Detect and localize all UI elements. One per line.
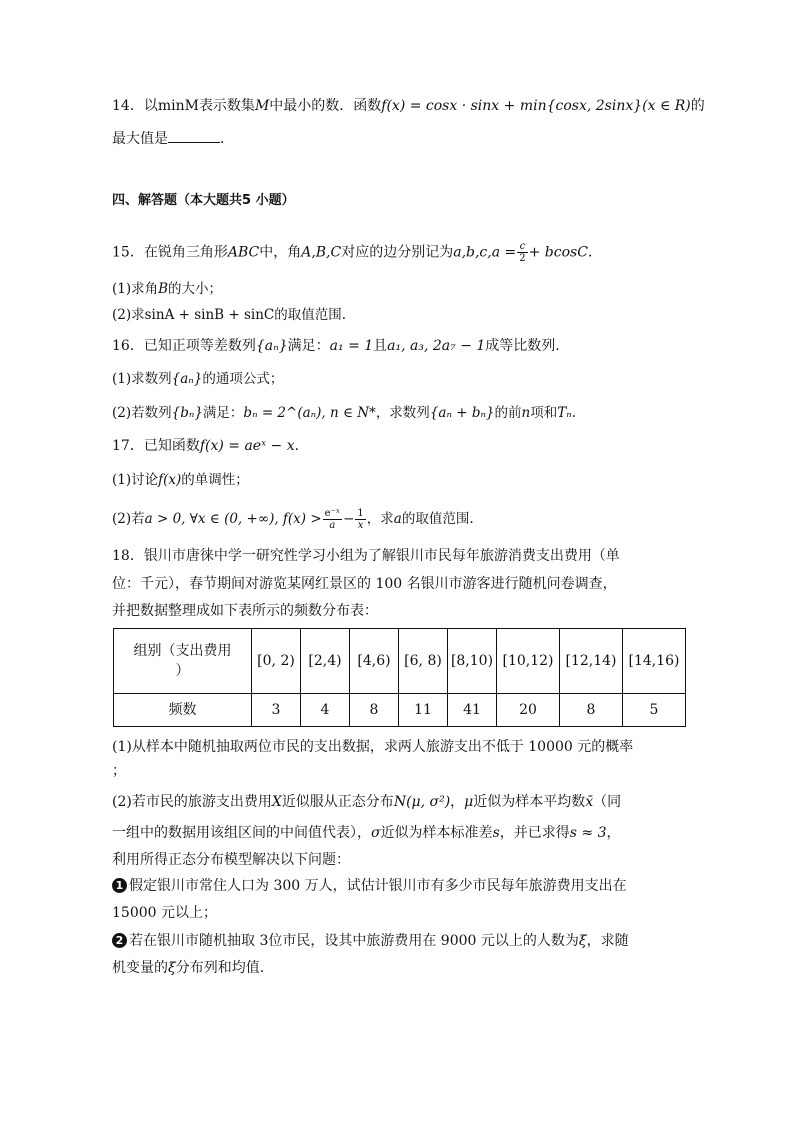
q18-case-1-line-2: 15000 元以上； [112,905,217,921]
q18-line-1: 18．银川市唐徕中学一研究性学习小组为了解银川市民每年旅游消费支出费用（单 [112,548,620,564]
q18-text: ，求随 [586,933,629,949]
q15-expr: sinA + sinB + sinC [144,307,275,323]
table-cell-count: 8 [560,694,623,727]
q15-text: ． [587,244,602,261]
circled-number-icon: 2 [112,933,127,948]
q16-text: 的通项公式； [202,371,284,387]
q17-text: 的取值范围. [401,511,474,527]
q16-cond: bₙ = 2^(aₙ), n ∈ N* [243,405,376,421]
fraction-denominator: x [357,520,364,531]
q17-text: (2)若 [112,511,145,527]
q16-seq: {aₙ} [255,338,288,354]
q16-part-2 [112,403,576,423]
q18-text: （同 [593,794,622,810]
table-cell-group: [4,6) [350,629,399,694]
q15-text: (2)求 [112,307,145,323]
q16-text: ，求数列 [375,405,430,421]
q16-seq: {bₙ} [171,405,203,421]
q14-line-2 [112,128,234,149]
q15-text: 的大小； [168,281,223,297]
q18-part-2-line-3: 利用所得正态分布模型解决以下问题： [112,852,350,868]
fraction-numerator: e⁻ˣ [324,508,341,519]
q16-cond: a₁ = 1 [329,338,374,354]
q14-formula: f(x) = cosx · sinx + min{cosx, 2sinx}(x ∈ R) [381,98,691,114]
table-row-counts [114,694,686,727]
table-cell-count: 3 [252,694,301,727]
q14-text: 以 [143,98,158,114]
q16-text: . [571,405,577,421]
q15-text: 中，角 [259,244,302,261]
q16-text: 满足： [287,338,330,354]
q14-minM: minM [157,98,199,114]
q14-text: ． [220,131,234,147]
q16-text: 且 [373,338,388,354]
q18-text: ， [450,794,465,810]
q18-text: 若在银川市随机抽取 3位市民，设其中旅游费用在 9000 元以上的人数为 [129,933,579,949]
q17-func: f(x) = aeˣ − x [199,438,295,454]
table-row-groups [114,629,686,694]
q18-text: 一组中的数据用该组区间的中间值代表）， [112,825,371,841]
q18-case-1-line-1 [112,876,627,896]
header-label: ） [175,663,190,679]
q18-s-approx: s ≈ 3 [569,825,607,841]
fraction-denominator: 2 [519,253,526,264]
q17-fraction-1 [323,508,342,531]
q17-text: 的单调性； [181,472,249,488]
q17-line-1 [112,436,299,456]
q15-text: 15．在锐角三角形 [112,244,228,261]
table-cell-count: 5 [623,694,686,727]
q18-line-2: 位：千元），春节期间对游览某网红景区的 100 名银川市游客进行随机问卷调查， [112,576,617,592]
table-cell-count: 4 [301,694,350,727]
q16-seq: {aₙ} [171,371,203,387]
table-cell-count: 41 [448,694,497,727]
q16-sum: {aₙ + bₙ} [429,405,495,421]
q14-text: 最大值是 [112,131,168,147]
q14-text: 表示数集 [198,98,255,114]
q17-text: . [294,438,300,454]
q18-text: 近似服从正态分布 [281,794,394,810]
q18-text: ， [606,825,621,841]
q15-text: 对应的边分别记为 [341,244,454,261]
q16-n: n [521,405,531,421]
answer-blank [168,128,220,143]
q18-line-3: 并把数据整理成如下表所示的频数分布表： [112,603,378,619]
table-cell-group: [14,16) [623,629,686,694]
circled-number-icon: 1 [112,878,127,893]
q18-text: 近似为样本标准差 [380,825,493,841]
table-cell-count: 8 [350,694,399,727]
q16-text: 成等比数列. [485,338,560,354]
frequency-table [113,628,686,727]
q18-part-1-line-2: ； [112,763,126,779]
q18-case-2-line-1 [112,931,629,951]
q15-tail: + bcosC [528,244,588,261]
q18-normal: N(μ, σ²) [393,794,451,810]
q17-a: a [393,511,402,527]
q16-line-1 [112,336,560,356]
q18-part-2-line-1 [112,792,621,812]
q14-line-1 [112,96,705,116]
q18-text: 假定银川市常住人口为 300 万人，试估计银川市有多少市民每年旅游费用支出在 [129,878,627,894]
table-cell-group: [0, 2) [252,629,301,694]
q16-text: 16．已知正项等差数列 [112,338,256,354]
q18-xi: ξ [578,933,587,949]
q18-case-2-line-2 [112,958,264,978]
q17-fraction-2 [355,508,365,531]
q16-geo: a₁, a₃, 2a₇ − 1 [387,338,486,354]
fraction-numerator: 1 [357,508,364,519]
q18-text: 近似为样本平均数 [473,794,586,810]
q17-text: ，求 [366,511,394,527]
q16-text: 满足： [202,405,244,421]
q18-text: (2)若市民的旅游支出费用 [112,794,272,810]
q15-line-1 [112,241,602,264]
q15-text: (1)求角 [112,281,159,297]
q16-text: 项和 [530,405,558,421]
q17-minus: − [343,511,355,527]
q15-text: 的取值范围. [274,307,347,323]
q15-part-1 [112,279,222,299]
table-cell-count: 11 [399,694,448,727]
q15-fraction [517,241,527,264]
q17-text: 17．已知函数 [112,438,200,454]
q16-part-1 [112,369,283,389]
q17-f: f(x) [158,472,182,488]
table-header-cell: 频数 [114,694,252,727]
q18-part-2-line-2 [112,823,620,843]
q16-text: (2)若数列 [112,405,172,421]
q17-text: (1)讨论 [112,472,159,488]
q18-text: 机变量的 [112,960,168,976]
table-cell-group: [10,12) [497,629,560,694]
q18-text: 分布列和均值. [175,960,265,976]
q16-T: Tₙ [557,405,572,421]
q18-text: ，并已求得 [499,825,570,841]
q14-number: 14． [112,98,144,114]
table-cell-group: [8,10) [448,629,497,694]
q17-cond: a > 0, ∀x ∈ (0, +∞), f(x) > [144,511,322,527]
table-cell-group: [12,14) [560,629,623,694]
q18-s: s [492,825,500,841]
q15-B: B [158,281,169,297]
table-header-cell [114,629,252,694]
header-label: 组别（支出费用 [133,643,232,659]
q14-text: 的 [690,98,705,114]
q17-part-2 [112,508,474,531]
q14-M: M [254,98,270,114]
q15-angles: A,B,C [301,244,342,261]
section-4-heading: 四、解答题（本大题共5 小题） [112,193,295,208]
q18-xbar: x̄ [585,794,594,810]
fraction-numerator: c [517,241,527,253]
q14-text: 中最小的数．函数 [269,98,382,114]
q18-part-1-line-1: (1)从样本中随机抽取两位市民的支出数据，求两人旅游支出不低于 10000 元的概率 [112,739,634,755]
q16-text: 的前 [494,405,522,421]
q17-part-1 [112,470,249,490]
q15-sides: a,b,c,a = [453,244,517,261]
table-cell-group: [2,4) [301,629,350,694]
q18-xi: ξ [168,960,176,976]
q15-ABC: ABC [227,244,260,261]
q18-sigma: σ [371,825,381,841]
q18-mu: μ [464,794,474,810]
q15-part-2 [112,305,346,325]
table-cell-count: 20 [497,694,560,727]
fraction-denominator: a [329,520,336,531]
q18-X: X [271,794,282,810]
q16-text: (1)求数列 [112,371,172,387]
table-cell-group: [6, 8) [399,629,448,694]
